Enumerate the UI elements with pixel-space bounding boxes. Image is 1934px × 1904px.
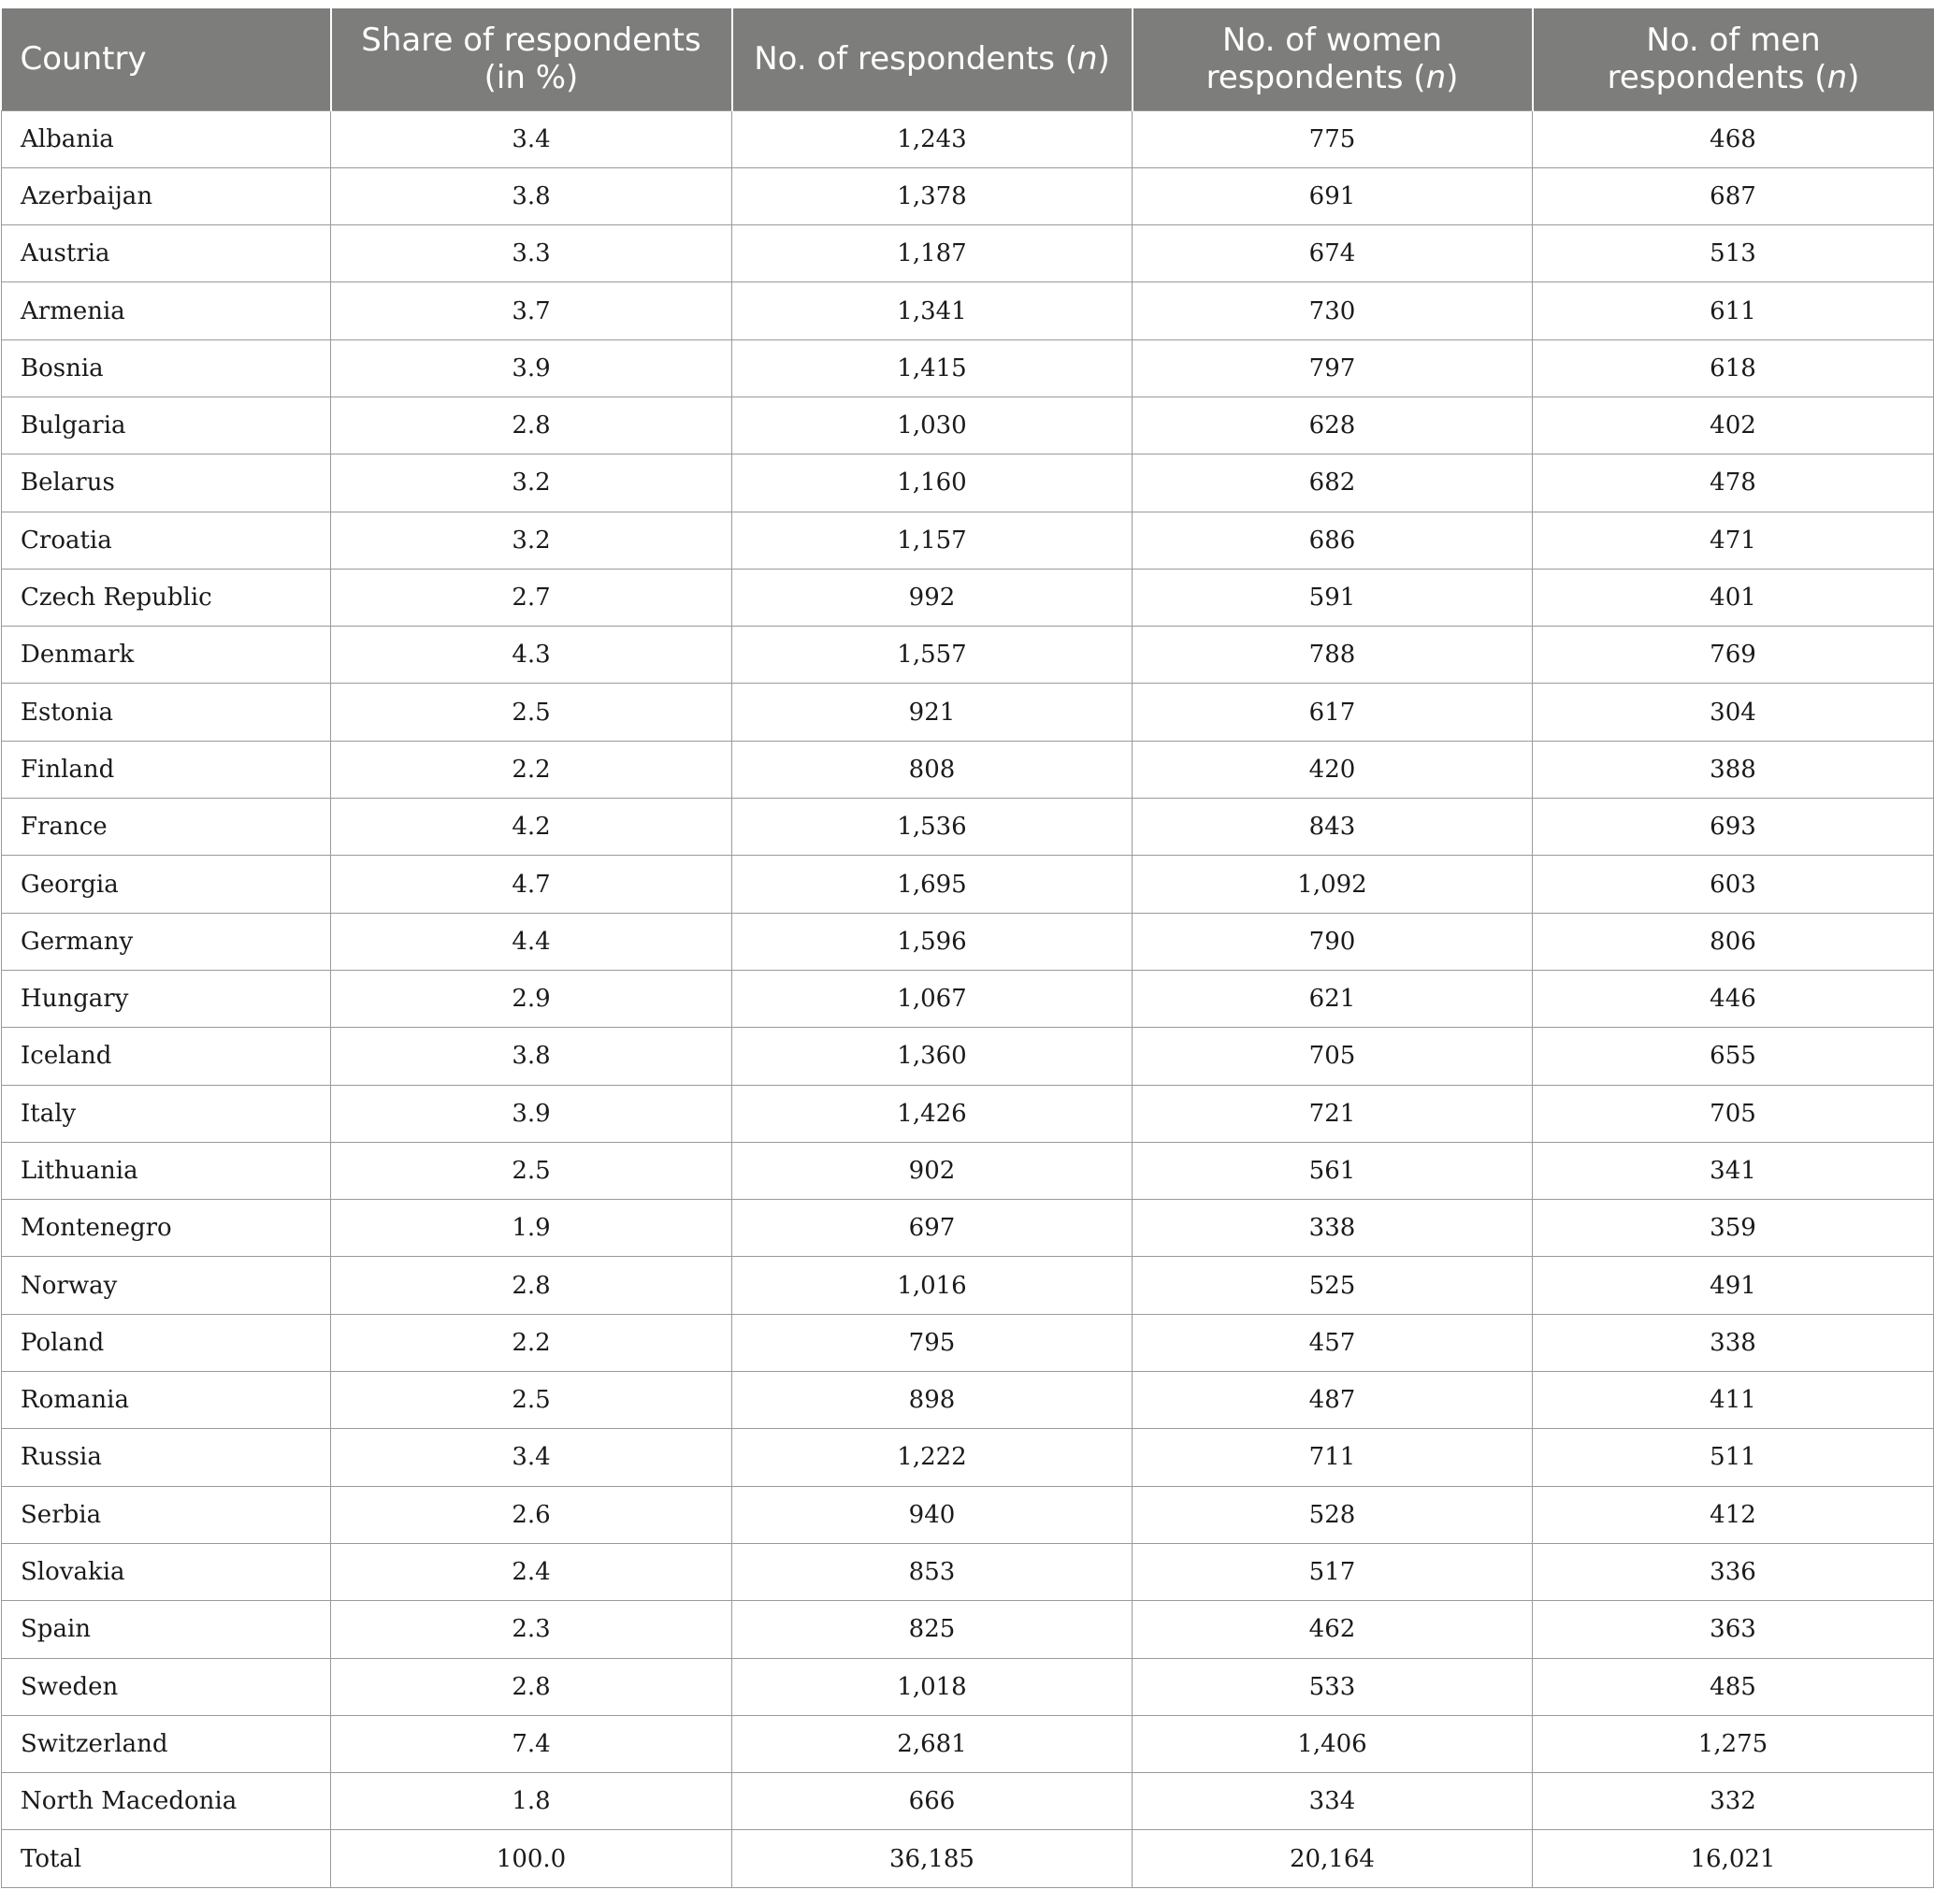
women-cell: 705 [1133,1028,1533,1085]
share-cell: 2.3 [331,1601,732,1658]
header-respondents-n: n [1076,40,1098,79]
header-women [1133,8,1533,110]
header-women-close: ) [1446,59,1459,97]
header-women-text: No. of women respondents ( [1205,22,1443,97]
country-cell: Switzerland [2,1715,331,1772]
respondents-cell: 1,243 [732,110,1133,167]
table-row [2,1715,1934,1772]
respondents-cell: 1,557 [732,627,1133,684]
women-cell: 20,164 [1133,1830,1533,1887]
respondents-cell: 1,018 [732,1658,1133,1715]
header-country: Country [2,8,331,110]
share-cell: 3.4 [331,1429,732,1486]
respondents-cell: 1,426 [732,1085,1133,1142]
table-row [2,1085,1934,1142]
respondents-cell: 902 [732,1142,1133,1199]
share-cell: 1.8 [331,1773,732,1830]
table-row [2,1028,1934,1085]
share-cell: 2.5 [331,1142,732,1199]
country-cell: Croatia [2,512,331,569]
respondents-cell: 1,067 [732,970,1133,1027]
respondents-cell: 1,415 [732,339,1133,397]
country-cell: Belarus [2,454,331,512]
men-cell: 806 [1533,913,1934,970]
women-cell: 1,406 [1133,1715,1533,1772]
men-cell: 359 [1533,1200,1934,1257]
country-cell: Germany [2,913,331,970]
respondents-table-container [0,8,1934,1888]
men-cell: 693 [1533,799,1934,856]
women-cell: 338 [1133,1200,1533,1257]
country-cell: Romania [2,1372,331,1429]
header-share: Share of respondents (in %) [331,8,732,110]
country-cell: Georgia [2,856,331,913]
country-cell: Albania [2,110,331,167]
share-cell: 3.7 [331,282,732,339]
country-cell: Estonia [2,684,331,741]
share-cell: 4.7 [331,856,732,913]
men-cell: 388 [1533,741,1934,798]
share-cell: 2.5 [331,1372,732,1429]
men-cell: 363 [1533,1601,1934,1658]
header-respondents-text: No. of respondents ( [754,40,1077,79]
men-cell: 485 [1533,1658,1934,1715]
women-cell: 457 [1133,1314,1533,1371]
share-cell: 1.9 [331,1200,732,1257]
table-row [2,1257,1934,1314]
respondents-cell: 1,596 [732,913,1133,970]
men-cell: 478 [1533,454,1934,512]
respondents-cell: 1,030 [732,397,1133,454]
men-cell: 618 [1533,339,1934,397]
country-cell: Armenia [2,282,331,339]
respondents-cell: 921 [732,684,1133,741]
women-cell: 843 [1133,799,1533,856]
country-cell: Czech Republic [2,569,331,626]
women-cell: 790 [1133,913,1533,970]
share-cell: 100.0 [331,1830,732,1887]
respondents-cell: 1,222 [732,1429,1133,1486]
share-cell: 3.8 [331,1028,732,1085]
men-cell: 341 [1533,1142,1934,1199]
respondents-cell: 992 [732,569,1133,626]
men-cell: 412 [1533,1486,1934,1543]
women-cell: 691 [1133,167,1533,224]
country-cell: Hungary [2,970,331,1027]
share-cell: 3.2 [331,454,732,512]
table-row [2,1314,1934,1371]
country-cell: Montenegro [2,1200,331,1257]
country-cell: Italy [2,1085,331,1142]
respondents-cell: 1,187 [732,225,1133,282]
table-row [2,1429,1934,1486]
women-cell: 721 [1133,1085,1533,1142]
respondents-cell: 940 [732,1486,1133,1543]
share-cell: 3.2 [331,512,732,569]
women-cell: 561 [1133,1142,1533,1199]
men-cell: 1,275 [1533,1715,1934,1772]
respondents-cell: 1,016 [732,1257,1133,1314]
men-cell: 401 [1533,569,1934,626]
share-cell: 4.2 [331,799,732,856]
country-cell: Bulgaria [2,397,331,454]
header-men-n: n [1826,59,1848,97]
respondents-cell: 1,360 [732,1028,1133,1085]
country-cell: Total [2,1830,331,1887]
respondents-cell: 697 [732,1200,1133,1257]
respondents-cell: 1,378 [732,167,1133,224]
country-cell: France [2,799,331,856]
men-cell: 468 [1533,110,1934,167]
table-row [2,1142,1934,1199]
header-women-n: n [1425,59,1447,97]
men-cell: 402 [1533,397,1934,454]
men-cell: 687 [1533,167,1934,224]
header-men-close: ) [1847,59,1860,97]
men-cell: 511 [1533,1429,1934,1486]
women-cell: 517 [1133,1543,1533,1600]
respondents-cell: 1,341 [732,282,1133,339]
women-cell: 686 [1133,512,1533,569]
share-cell: 3.9 [331,1085,732,1142]
men-cell: 471 [1533,512,1934,569]
country-cell: Poland [2,1314,331,1371]
share-cell: 2.6 [331,1486,732,1543]
country-cell: Norway [2,1257,331,1314]
women-cell: 682 [1133,454,1533,512]
share-cell: 2.2 [331,1314,732,1371]
table-row [2,1601,1934,1658]
table-row [2,1543,1934,1600]
women-cell: 487 [1133,1372,1533,1429]
respondents-cell: 825 [732,1601,1133,1658]
table-row [2,167,1934,224]
table-row [2,569,1934,626]
women-cell: 533 [1133,1658,1533,1715]
women-cell: 628 [1133,397,1533,454]
women-cell: 621 [1133,970,1533,1027]
respondents-cell: 1,157 [732,512,1133,569]
header-respondents [732,8,1133,110]
men-cell: 411 [1533,1372,1934,1429]
share-cell: 3.8 [331,167,732,224]
country-cell: Sweden [2,1658,331,1715]
respondents-cell: 853 [732,1543,1133,1600]
country-cell: Finland [2,741,331,798]
table-row [2,913,1934,970]
country-cell: Slovakia [2,1543,331,1600]
table-row [2,1200,1934,1257]
table-row [2,741,1934,798]
men-cell: 338 [1533,1314,1934,1371]
share-cell: 4.3 [331,627,732,684]
share-cell: 7.4 [331,1715,732,1772]
women-cell: 525 [1133,1257,1533,1314]
header-row [2,8,1934,110]
women-cell: 334 [1133,1773,1533,1830]
respondents-cell: 2,681 [732,1715,1133,1772]
table-row [2,684,1934,741]
women-cell: 591 [1133,569,1533,626]
header-respondents-close: ) [1097,40,1110,79]
respondents-cell: 795 [732,1314,1133,1371]
share-cell: 2.8 [331,397,732,454]
country-cell: Spain [2,1601,331,1658]
share-cell: 3.9 [331,339,732,397]
share-cell: 3.4 [331,110,732,167]
respondents-cell: 1,160 [732,454,1133,512]
share-cell: 2.4 [331,1543,732,1600]
women-cell: 711 [1133,1429,1533,1486]
men-cell: 705 [1533,1085,1934,1142]
respondents-cell: 36,185 [732,1830,1133,1887]
women-cell: 730 [1133,282,1533,339]
total-row [2,1830,1934,1887]
share-cell: 4.4 [331,913,732,970]
share-cell: 2.2 [331,741,732,798]
country-cell: Denmark [2,627,331,684]
share-cell: 2.9 [331,970,732,1027]
table-row [2,799,1934,856]
share-cell: 2.7 [331,569,732,626]
women-cell: 528 [1133,1486,1533,1543]
women-cell: 1,092 [1133,856,1533,913]
table-row [2,454,1934,512]
respondents-cell: 1,695 [732,856,1133,913]
country-cell: Russia [2,1429,331,1486]
country-cell: Lithuania [2,1142,331,1199]
table-header [2,8,1934,110]
women-cell: 788 [1133,627,1533,684]
table-body [2,110,1934,1887]
country-cell: Bosnia [2,339,331,397]
table-row [2,397,1934,454]
respondents-cell: 808 [732,741,1133,798]
women-cell: 420 [1133,741,1533,798]
women-cell: 674 [1133,225,1533,282]
men-cell: 491 [1533,1257,1934,1314]
women-cell: 462 [1133,1601,1533,1658]
share-cell: 2.8 [331,1658,732,1715]
country-cell: North Macedonia [2,1773,331,1830]
share-cell: 2.8 [331,1257,732,1314]
men-cell: 611 [1533,282,1934,339]
respondents-table [1,8,1934,1888]
men-cell: 769 [1533,627,1934,684]
country-cell: Iceland [2,1028,331,1085]
table-row [2,339,1934,397]
respondents-cell: 898 [732,1372,1133,1429]
table-row [2,225,1934,282]
table-row [2,627,1934,684]
table-row [2,1486,1934,1543]
share-cell: 3.3 [331,225,732,282]
men-cell: 513 [1533,225,1934,282]
table-row [2,1372,1934,1429]
share-cell: 2.5 [331,684,732,741]
country-cell: Serbia [2,1486,331,1543]
women-cell: 617 [1133,684,1533,741]
respondents-cell: 1,536 [732,799,1133,856]
women-cell: 775 [1133,110,1533,167]
men-cell: 603 [1533,856,1934,913]
table-row [2,282,1934,339]
country-cell: Azerbaijan [2,167,331,224]
men-cell: 655 [1533,1028,1934,1085]
header-men-text: No. of men respondents ( [1607,22,1827,97]
table-row [2,110,1934,167]
men-cell: 16,021 [1533,1830,1934,1887]
table-row [2,970,1934,1027]
table-row [2,856,1934,913]
men-cell: 446 [1533,970,1934,1027]
men-cell: 304 [1533,684,1934,741]
country-cell: Austria [2,225,331,282]
header-men [1533,8,1934,110]
men-cell: 332 [1533,1773,1934,1830]
table-row [2,1773,1934,1830]
respondents-cell: 666 [732,1773,1133,1830]
table-row [2,1658,1934,1715]
table-row [2,512,1934,569]
women-cell: 797 [1133,339,1533,397]
men-cell: 336 [1533,1543,1934,1600]
